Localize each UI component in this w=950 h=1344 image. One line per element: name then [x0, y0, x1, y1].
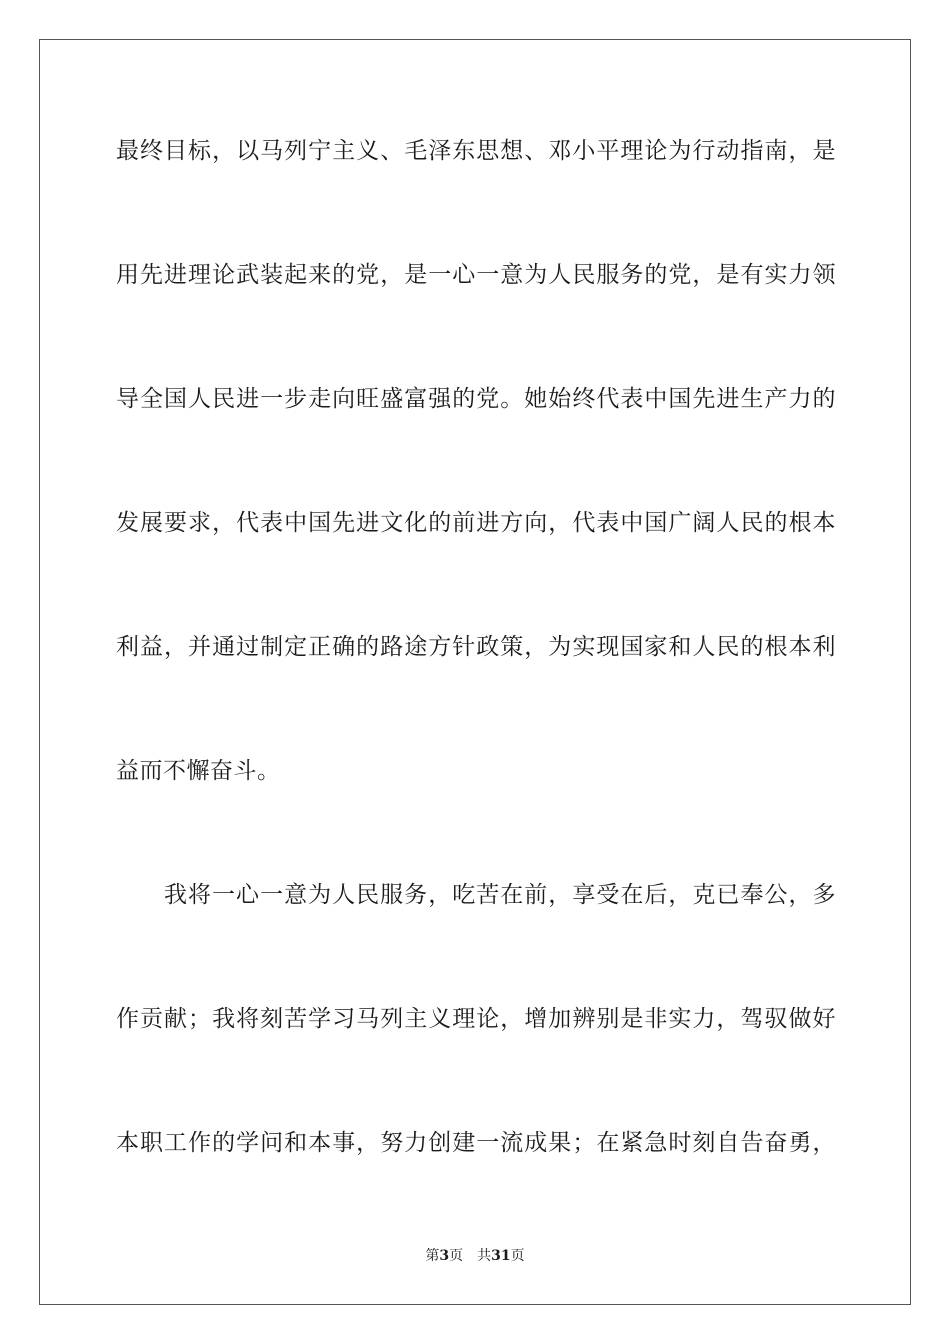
text-line-5: 利益，并通过制定正确的路途方针政策，为实现国家和人民的根本利	[116, 634, 836, 660]
text-line-7: 我将一心一意为人民服务，吃苦在前，享受在后，克已奉公，多	[164, 882, 836, 908]
total-pages: 31	[491, 1248, 511, 1264]
total-prefix: 共	[477, 1248, 492, 1264]
text-line-9: 本职工作的学问和本事，努力创建一流成果；在紧急时刻自告奋勇，	[116, 1130, 836, 1156]
text-line-8: 作贡献；我将刻苦学习马列主义理论，增加辨别是非实力，驾驭做好	[116, 1006, 836, 1032]
page-suffix: 页	[449, 1248, 464, 1264]
text-line-3: 导全国人民进一步走向旺盛富强的党。她始终代表中国先进生产力的	[116, 386, 836, 412]
text-line-4: 发展要求，代表中国先进文化的前进方向，代表中国广阔人民的根本	[116, 510, 836, 536]
text-line-1: 最终目标，以马列宁主义、毛泽东思想、邓小平理论为行动指南，是	[116, 138, 836, 164]
total-suffix: 页	[510, 1248, 525, 1264]
text-line-2: 用先进理论武装起来的党，是一心一意为人民服务的党，是有实力领	[116, 262, 836, 288]
page-footer	[0, 1247, 950, 1265]
text-line-6: 益而不懈奋斗。	[116, 758, 281, 784]
page-prefix: 第	[425, 1248, 440, 1264]
page-number: 3	[439, 1248, 450, 1264]
page-frame	[39, 39, 911, 1305]
